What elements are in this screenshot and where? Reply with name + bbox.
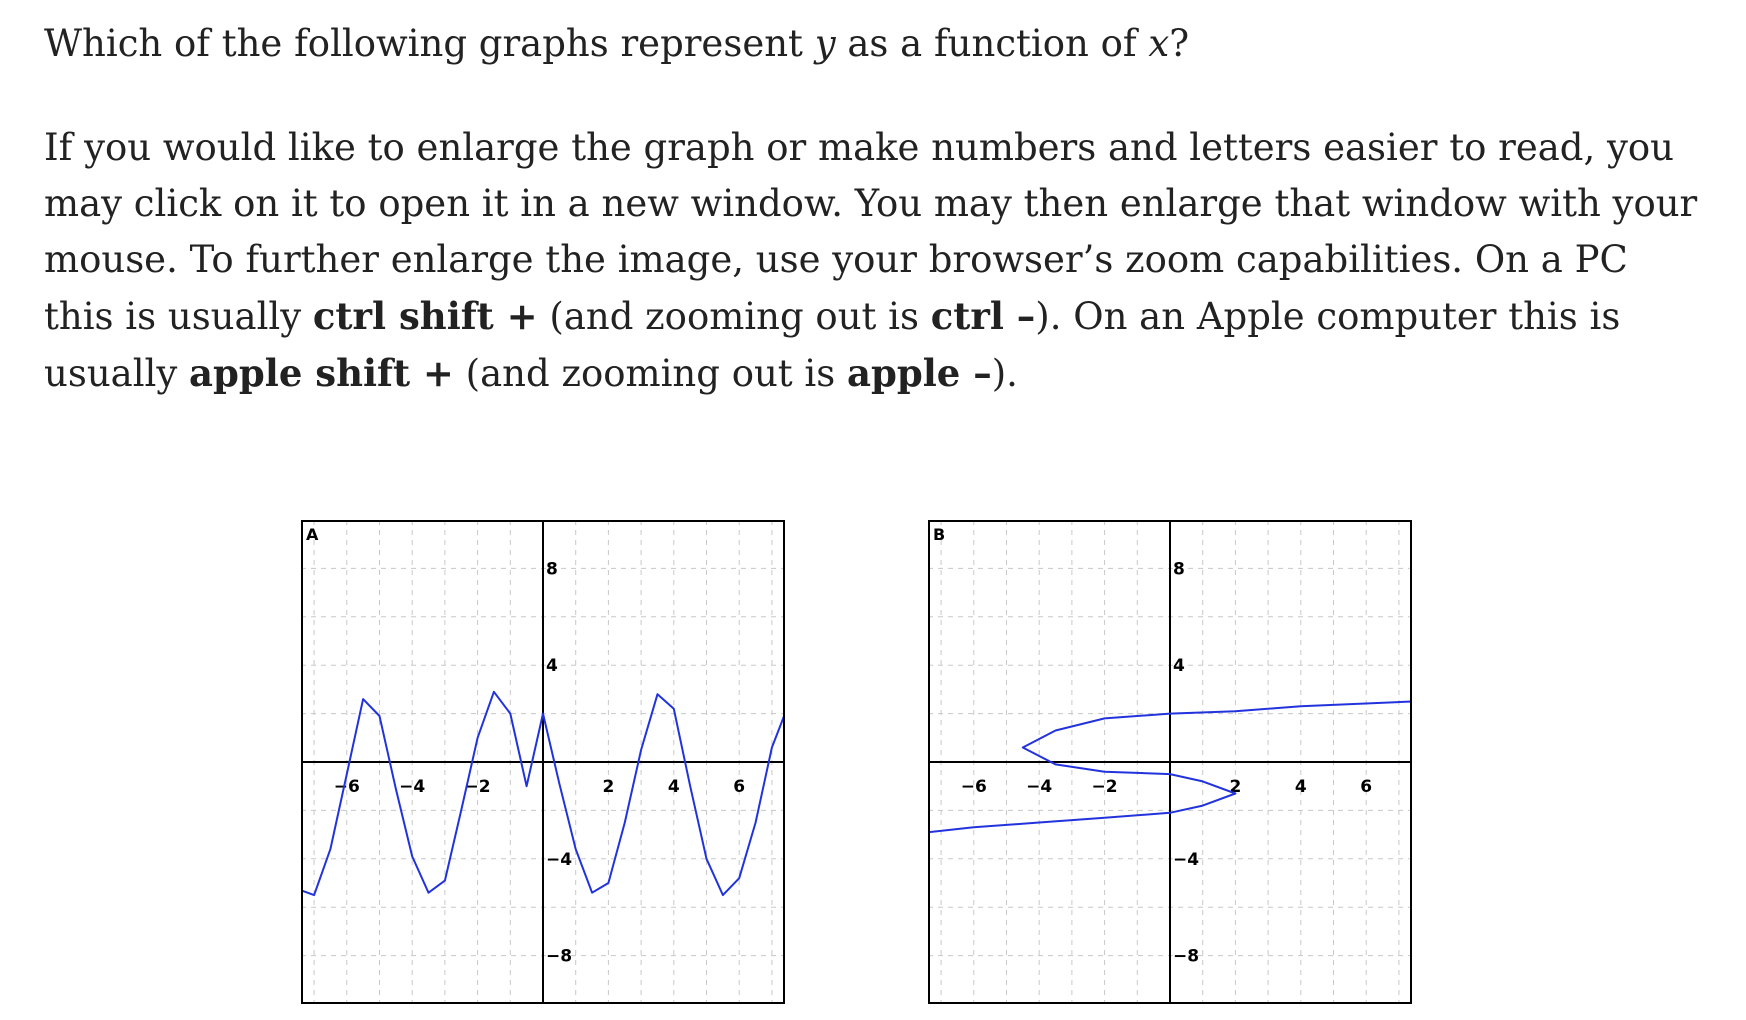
- y-tick-label: 8: [546, 559, 558, 580]
- instr-bold-ctrl-minus: ctrl –: [930, 294, 1036, 338]
- x-tick-label: 2: [1229, 777, 1242, 797]
- instructions-paragraph: [44, 120, 1704, 402]
- x-tick-label: 4: [667, 777, 680, 797]
- y-tick-label: −4: [546, 849, 573, 870]
- question-y-variable: y: [814, 22, 836, 65]
- graph-label: B: [933, 525, 946, 544]
- instr-bold-apple-shift-plus: apple shift +: [189, 351, 454, 395]
- x-tick-label: −4: [399, 777, 426, 797]
- instr-text-3: ). On an Apple computer this is usually: [44, 295, 1621, 395]
- question-middle: as a function of: [835, 22, 1149, 65]
- question-prefix: Which of the following graphs represent: [44, 22, 815, 65]
- instr-bold-ctrl-shift-plus: ctrl shift +: [312, 294, 538, 338]
- y-tick-label: −8: [546, 946, 573, 967]
- instr-text-5: ).: [991, 352, 1018, 395]
- instr-bold-apple-minus: apple –: [847, 351, 992, 395]
- y-tick-label: 8: [1173, 559, 1185, 580]
- x-tick-label: −2: [1091, 777, 1118, 797]
- instr-text-4: (and zooming out is: [453, 352, 848, 395]
- question-x-variable: x: [1148, 22, 1170, 65]
- question-text: [44, 22, 1189, 65]
- y-tick-label: 4: [546, 656, 558, 677]
- x-tick-label: −4: [1026, 777, 1053, 797]
- y-tick-label: −4: [1173, 849, 1200, 870]
- graph-a[interactable]: [301, 520, 785, 1004]
- y-tick-label: 4: [1173, 656, 1185, 677]
- x-tick-label: 4: [1294, 777, 1307, 797]
- graph-label: A: [306, 525, 319, 544]
- x-tick-label: −6: [333, 777, 360, 797]
- y-tick-label: −8: [1173, 946, 1200, 967]
- x-tick-label: 2: [602, 777, 615, 797]
- x-tick-label: 6: [733, 777, 746, 797]
- x-tick-label: 6: [1360, 777, 1373, 797]
- instr-text-2: (and zooming out is: [537, 295, 931, 338]
- graph-b[interactable]: [928, 520, 1412, 1004]
- x-tick-label: −2: [464, 777, 491, 797]
- instr-text-1: If you would like to enlarge the graph or make numbers and letters easier to read, you may click on it to open it in a new window. You may then enlarge that window with your mouse. To further enlarge the image, use your browser’s zoom capabilities. On a PC this is usually: [44, 126, 1698, 338]
- question-suffix: ?: [1169, 22, 1190, 65]
- x-tick-label: −6: [960, 777, 987, 797]
